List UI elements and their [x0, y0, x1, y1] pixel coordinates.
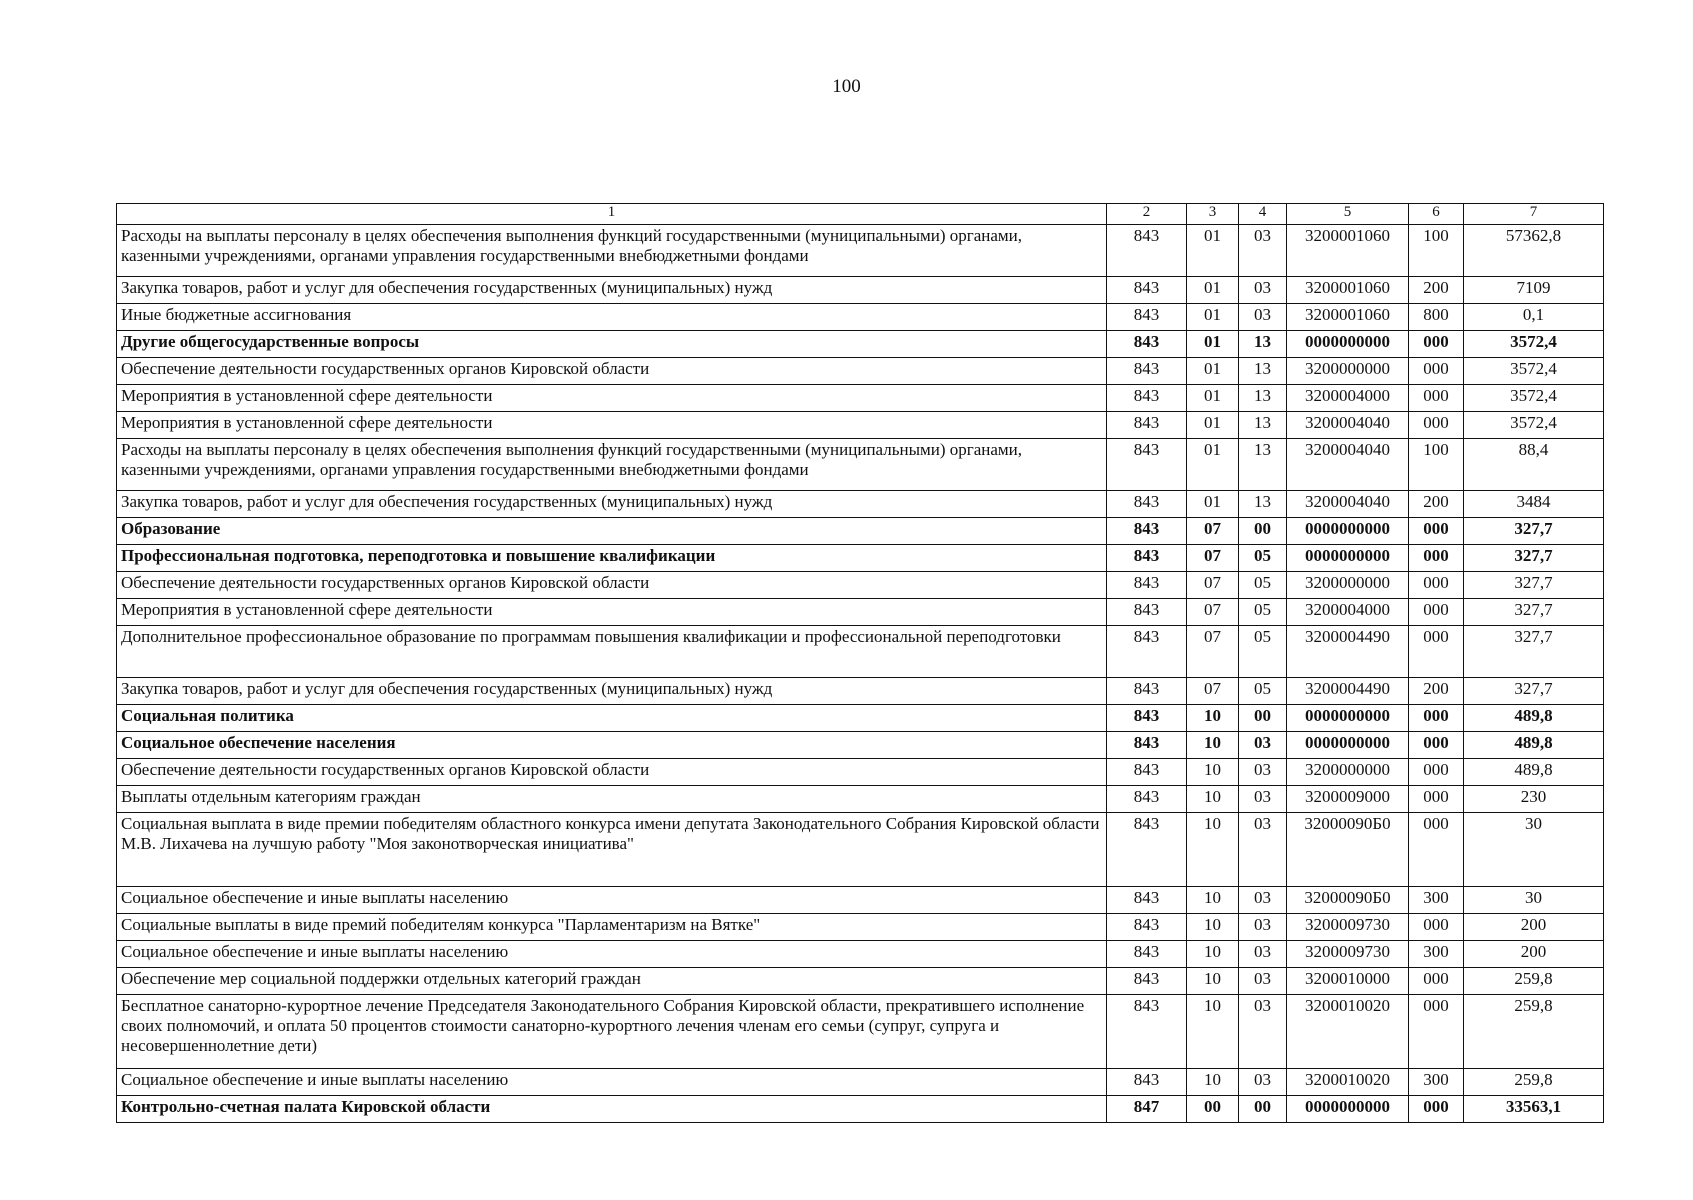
row-pr-cell: 03 — [1239, 813, 1287, 887]
row-name-cell: Дополнительное профессиональное образование по программам повышения квалификации и профессиональной переподготовки — [117, 626, 1107, 678]
row-sum-cell: 327,7 — [1464, 626, 1604, 678]
row-sum-cell: 489,8 — [1464, 705, 1604, 732]
row-csr-cell: 3200004490 — [1287, 626, 1409, 678]
row-vr-cell: 100 — [1409, 439, 1464, 491]
row-csr-cell: 3200010000 — [1287, 968, 1409, 995]
row-rz-cell: 01 — [1187, 304, 1239, 331]
row-sum-cell: 259,8 — [1464, 995, 1604, 1069]
row-sum-cell: 3484 — [1464, 491, 1604, 518]
row-rz-cell: 01 — [1187, 225, 1239, 277]
row-rz-cell: 00 — [1187, 1096, 1239, 1123]
row-name-cell: Закупка товаров, работ и услуг для обеспечения государственных (муниципальных) нужд — [117, 277, 1107, 304]
row-rz-cell: 10 — [1187, 759, 1239, 786]
row-vr-cell: 100 — [1409, 225, 1464, 277]
row-rz-cell: 10 — [1187, 914, 1239, 941]
row-rz-cell: 01 — [1187, 331, 1239, 358]
row-csr-cell: 3200004040 — [1287, 412, 1409, 439]
row-ved-cell: 843 — [1107, 331, 1187, 358]
row-rz-cell: 10 — [1187, 813, 1239, 887]
row-name-cell: Мероприятия в установленной сфере деятельности — [117, 385, 1107, 412]
row-sum-cell: 327,7 — [1464, 545, 1604, 572]
row-ved-cell: 843 — [1107, 385, 1187, 412]
row-name-cell: Социальные выплаты в виде премий победителям конкурса "Парламентаризм на Вятке" — [117, 914, 1107, 941]
row-ved-cell: 843 — [1107, 941, 1187, 968]
row-ved-cell: 843 — [1107, 995, 1187, 1069]
row-sum-cell: 88,4 — [1464, 439, 1604, 491]
row-sum-cell: 327,7 — [1464, 518, 1604, 545]
table-row — [117, 331, 1604, 358]
row-vr-cell: 300 — [1409, 941, 1464, 968]
table-row — [117, 914, 1604, 941]
row-rz-cell: 01 — [1187, 412, 1239, 439]
row-vr-cell: 000 — [1409, 385, 1464, 412]
row-vr-cell: 000 — [1409, 705, 1464, 732]
row-rz-cell: 01 — [1187, 439, 1239, 491]
table-row — [117, 1096, 1604, 1123]
table-row — [117, 1069, 1604, 1096]
row-pr-cell: 13 — [1239, 412, 1287, 439]
row-csr-cell: 3200004000 — [1287, 385, 1409, 412]
row-sum-cell: 200 — [1464, 914, 1604, 941]
row-csr-cell: 3200001060 — [1287, 304, 1409, 331]
row-csr-cell: 3200009730 — [1287, 941, 1409, 968]
row-sum-cell: 489,8 — [1464, 732, 1604, 759]
row-pr-cell: 03 — [1239, 759, 1287, 786]
row-csr-cell: 3200001060 — [1287, 225, 1409, 277]
table-row — [117, 545, 1604, 572]
page-number: 100 — [832, 76, 861, 97]
row-csr-cell: 3200009730 — [1287, 914, 1409, 941]
row-name-cell: Мероприятия в установленной сфере деятельности — [117, 599, 1107, 626]
row-vr-cell: 000 — [1409, 1096, 1464, 1123]
row-csr-cell: 0000000000 — [1287, 705, 1409, 732]
row-rz-cell: 07 — [1187, 572, 1239, 599]
row-pr-cell: 05 — [1239, 572, 1287, 599]
row-name-cell: Социальное обеспечение и иные выплаты населению — [117, 887, 1107, 914]
row-rz-cell: 07 — [1187, 545, 1239, 572]
row-sum-cell: 30 — [1464, 887, 1604, 914]
row-pr-cell: 03 — [1239, 786, 1287, 813]
row-name-cell: Образование — [117, 518, 1107, 545]
table-row — [117, 358, 1604, 385]
table-row — [117, 786, 1604, 813]
table-row — [117, 732, 1604, 759]
row-csr-cell: 3200004040 — [1287, 439, 1409, 491]
table-row — [117, 968, 1604, 995]
row-vr-cell: 000 — [1409, 572, 1464, 599]
row-ved-cell: 843 — [1107, 545, 1187, 572]
row-vr-cell: 000 — [1409, 599, 1464, 626]
row-ved-cell: 843 — [1107, 225, 1187, 277]
row-sum-cell: 327,7 — [1464, 678, 1604, 705]
row-sum-cell: 230 — [1464, 786, 1604, 813]
row-name-cell: Закупка товаров, работ и услуг для обеспечения государственных (муниципальных) нужд — [117, 491, 1107, 518]
row-pr-cell: 03 — [1239, 732, 1287, 759]
table-row — [117, 225, 1604, 277]
row-vr-cell: 800 — [1409, 304, 1464, 331]
row-vr-cell: 000 — [1409, 759, 1464, 786]
row-pr-cell: 00 — [1239, 705, 1287, 732]
header-cell: 2 — [1107, 204, 1187, 225]
row-pr-cell: 00 — [1239, 518, 1287, 545]
table-row — [117, 385, 1604, 412]
row-name-cell: Обеспечение деятельности государственных органов Кировской области — [117, 358, 1107, 385]
row-rz-cell: 10 — [1187, 705, 1239, 732]
row-rz-cell: 10 — [1187, 1069, 1239, 1096]
row-sum-cell: 3572,4 — [1464, 331, 1604, 358]
row-pr-cell: 13 — [1239, 439, 1287, 491]
row-csr-cell: 32000090Б0 — [1287, 887, 1409, 914]
header-cell: 4 — [1239, 204, 1287, 225]
row-vr-cell: 000 — [1409, 732, 1464, 759]
row-name-cell: Социальное обеспечение населения — [117, 732, 1107, 759]
row-csr-cell: 3200000000 — [1287, 572, 1409, 599]
row-name-cell: Социальное обеспечение и иные выплаты населению — [117, 941, 1107, 968]
row-ved-cell: 843 — [1107, 786, 1187, 813]
row-sum-cell: 259,8 — [1464, 1069, 1604, 1096]
row-ved-cell: 843 — [1107, 759, 1187, 786]
row-ved-cell: 843 — [1107, 887, 1187, 914]
row-sum-cell: 259,8 — [1464, 968, 1604, 995]
row-ved-cell: 843 — [1107, 572, 1187, 599]
row-csr-cell: 3200001060 — [1287, 277, 1409, 304]
table-row — [117, 678, 1604, 705]
row-name-cell: Обеспечение деятельности государственных органов Кировской области — [117, 572, 1107, 599]
row-csr-cell: 3200004490 — [1287, 678, 1409, 705]
row-name-cell: Закупка товаров, работ и услуг для обеспечения государственных (муниципальных) нужд — [117, 678, 1107, 705]
row-name-cell: Социальная политика — [117, 705, 1107, 732]
row-pr-cell: 03 — [1239, 968, 1287, 995]
row-pr-cell: 03 — [1239, 995, 1287, 1069]
row-csr-cell: 3200009000 — [1287, 786, 1409, 813]
row-pr-cell: 05 — [1239, 599, 1287, 626]
row-sum-cell: 327,7 — [1464, 572, 1604, 599]
row-csr-cell: 3200004000 — [1287, 599, 1409, 626]
row-name-cell: Профессиональная подготовка, переподготовка и повышение квалификации — [117, 545, 1107, 572]
row-vr-cell: 000 — [1409, 995, 1464, 1069]
row-vr-cell: 000 — [1409, 331, 1464, 358]
table-row — [117, 705, 1604, 732]
row-rz-cell: 01 — [1187, 491, 1239, 518]
table-row — [117, 304, 1604, 331]
row-vr-cell: 000 — [1409, 545, 1464, 572]
table-row — [117, 518, 1604, 545]
row-sum-cell: 33563,1 — [1464, 1096, 1604, 1123]
row-rz-cell: 07 — [1187, 599, 1239, 626]
row-ved-cell: 843 — [1107, 358, 1187, 385]
row-sum-cell: 3572,4 — [1464, 412, 1604, 439]
row-vr-cell: 300 — [1409, 1069, 1464, 1096]
table-row — [117, 599, 1604, 626]
row-pr-cell: 03 — [1239, 1069, 1287, 1096]
row-csr-cell: 3200000000 — [1287, 358, 1409, 385]
row-ved-cell: 843 — [1107, 277, 1187, 304]
row-csr-cell: 3200010020 — [1287, 1069, 1409, 1096]
row-ved-cell: 843 — [1107, 518, 1187, 545]
row-pr-cell: 05 — [1239, 545, 1287, 572]
header-row — [117, 204, 1604, 225]
header-cell: 5 — [1287, 204, 1409, 225]
row-vr-cell: 200 — [1409, 491, 1464, 518]
row-sum-cell: 30 — [1464, 813, 1604, 887]
budget-table — [116, 203, 1604, 1123]
row-vr-cell: 000 — [1409, 358, 1464, 385]
row-ved-cell: 843 — [1107, 626, 1187, 678]
row-sum-cell: 57362,8 — [1464, 225, 1604, 277]
row-rz-cell: 01 — [1187, 385, 1239, 412]
row-name-cell: Социальная выплата в виде премии победителям областного конкурса имени депутата Законодательного Собрания Кировской области М.В. Лихачева на лучшую работу "Моя законотворческая инициатива" — [117, 813, 1107, 887]
row-pr-cell: 13 — [1239, 331, 1287, 358]
row-pr-cell: 13 — [1239, 385, 1287, 412]
row-rz-cell: 10 — [1187, 786, 1239, 813]
row-rz-cell: 10 — [1187, 968, 1239, 995]
row-csr-cell: 0000000000 — [1287, 331, 1409, 358]
row-rz-cell: 10 — [1187, 995, 1239, 1069]
row-pr-cell: 03 — [1239, 887, 1287, 914]
row-vr-cell: 200 — [1409, 277, 1464, 304]
row-ved-cell: 843 — [1107, 439, 1187, 491]
row-csr-cell: 3200010020 — [1287, 995, 1409, 1069]
row-rz-cell: 07 — [1187, 678, 1239, 705]
row-rz-cell: 10 — [1187, 941, 1239, 968]
row-vr-cell: 000 — [1409, 813, 1464, 887]
row-ved-cell: 843 — [1107, 599, 1187, 626]
row-sum-cell: 3572,4 — [1464, 358, 1604, 385]
row-pr-cell: 03 — [1239, 941, 1287, 968]
row-name-cell: Социальное обеспечение и иные выплаты населению — [117, 1069, 1107, 1096]
row-pr-cell: 03 — [1239, 914, 1287, 941]
row-pr-cell: 05 — [1239, 626, 1287, 678]
row-ved-cell: 843 — [1107, 914, 1187, 941]
row-name-cell: Расходы на выплаты персоналу в целях обеспечения выполнения функций государственными (муниципальными) органами, казенными учреждениями, органами управления государственными внебюджетными фондами — [117, 225, 1107, 277]
row-pr-cell: 05 — [1239, 678, 1287, 705]
table-row — [117, 412, 1604, 439]
row-vr-cell: 000 — [1409, 518, 1464, 545]
row-vr-cell: 000 — [1409, 412, 1464, 439]
row-pr-cell: 03 — [1239, 225, 1287, 277]
row-ved-cell: 843 — [1107, 705, 1187, 732]
row-vr-cell: 300 — [1409, 887, 1464, 914]
table-row — [117, 491, 1604, 518]
row-sum-cell: 200 — [1464, 941, 1604, 968]
row-csr-cell: 3200004040 — [1287, 491, 1409, 518]
row-sum-cell: 3572,4 — [1464, 385, 1604, 412]
row-ved-cell: 843 — [1107, 1069, 1187, 1096]
row-name-cell: Мероприятия в установленной сфере деятельности — [117, 412, 1107, 439]
table-row — [117, 626, 1604, 678]
row-ved-cell: 843 — [1107, 491, 1187, 518]
row-pr-cell: 03 — [1239, 304, 1287, 331]
row-csr-cell: 0000000000 — [1287, 545, 1409, 572]
table-row — [117, 277, 1604, 304]
header-cell: 6 — [1409, 204, 1464, 225]
row-sum-cell: 327,7 — [1464, 599, 1604, 626]
row-vr-cell: 000 — [1409, 786, 1464, 813]
row-rz-cell: 01 — [1187, 277, 1239, 304]
row-name-cell: Бесплатное санаторно-курортное лечение Председателя Законодательного Собрания Кировской области, прекратившего исполнение своих полномочий, и оплата 50 процентов стоимости санаторно-курортного лечения членам его семьи (супруг, супруга и несовершеннолетние дети) — [117, 995, 1107, 1069]
header-cell: 3 — [1187, 204, 1239, 225]
row-vr-cell: 000 — [1409, 626, 1464, 678]
row-name-cell: Контрольно-счетная палата Кировской области — [117, 1096, 1107, 1123]
row-ved-cell: 843 — [1107, 813, 1187, 887]
row-name-cell: Выплаты отдельным категориям граждан — [117, 786, 1107, 813]
row-name-cell: Обеспечение деятельности государственных органов Кировской области — [117, 759, 1107, 786]
row-vr-cell: 000 — [1409, 968, 1464, 995]
row-csr-cell: 0000000000 — [1287, 518, 1409, 545]
table-row — [117, 887, 1604, 914]
row-rz-cell: 01 — [1187, 358, 1239, 385]
row-name-cell: Иные бюджетные ассигнования — [117, 304, 1107, 331]
table-row — [117, 813, 1604, 887]
row-sum-cell: 7109 — [1464, 277, 1604, 304]
table-row — [117, 439, 1604, 491]
header-cell: 1 — [117, 204, 1107, 225]
row-vr-cell: 000 — [1409, 914, 1464, 941]
row-ved-cell: 847 — [1107, 1096, 1187, 1123]
row-pr-cell: 13 — [1239, 491, 1287, 518]
row-ved-cell: 843 — [1107, 968, 1187, 995]
table-row — [117, 995, 1604, 1069]
row-pr-cell: 13 — [1239, 358, 1287, 385]
row-ved-cell: 843 — [1107, 412, 1187, 439]
row-ved-cell: 843 — [1107, 678, 1187, 705]
header-cell: 7 — [1464, 204, 1604, 225]
row-pr-cell: 03 — [1239, 277, 1287, 304]
row-rz-cell: 07 — [1187, 518, 1239, 545]
row-name-cell: Расходы на выплаты персоналу в целях обеспечения выполнения функций государственными (муниципальными) органами, казенными учреждениями, органами управления государственными внебюджетными фондами — [117, 439, 1107, 491]
row-csr-cell: 32000090Б0 — [1287, 813, 1409, 887]
row-rz-cell: 07 — [1187, 626, 1239, 678]
row-csr-cell: 0000000000 — [1287, 732, 1409, 759]
row-rz-cell: 10 — [1187, 887, 1239, 914]
row-name-cell: Обеспечение мер социальной поддержки отдельных категорий граждан — [117, 968, 1107, 995]
row-pr-cell: 00 — [1239, 1096, 1287, 1123]
row-rz-cell: 10 — [1187, 732, 1239, 759]
row-name-cell: Другие общегосударственные вопросы — [117, 331, 1107, 358]
table-row — [117, 759, 1604, 786]
row-sum-cell: 489,8 — [1464, 759, 1604, 786]
row-csr-cell: 0000000000 — [1287, 1096, 1409, 1123]
table-row — [117, 572, 1604, 599]
row-csr-cell: 3200000000 — [1287, 759, 1409, 786]
row-vr-cell: 200 — [1409, 678, 1464, 705]
row-sum-cell: 0,1 — [1464, 304, 1604, 331]
row-ved-cell: 843 — [1107, 304, 1187, 331]
table-row — [117, 941, 1604, 968]
row-ved-cell: 843 — [1107, 732, 1187, 759]
